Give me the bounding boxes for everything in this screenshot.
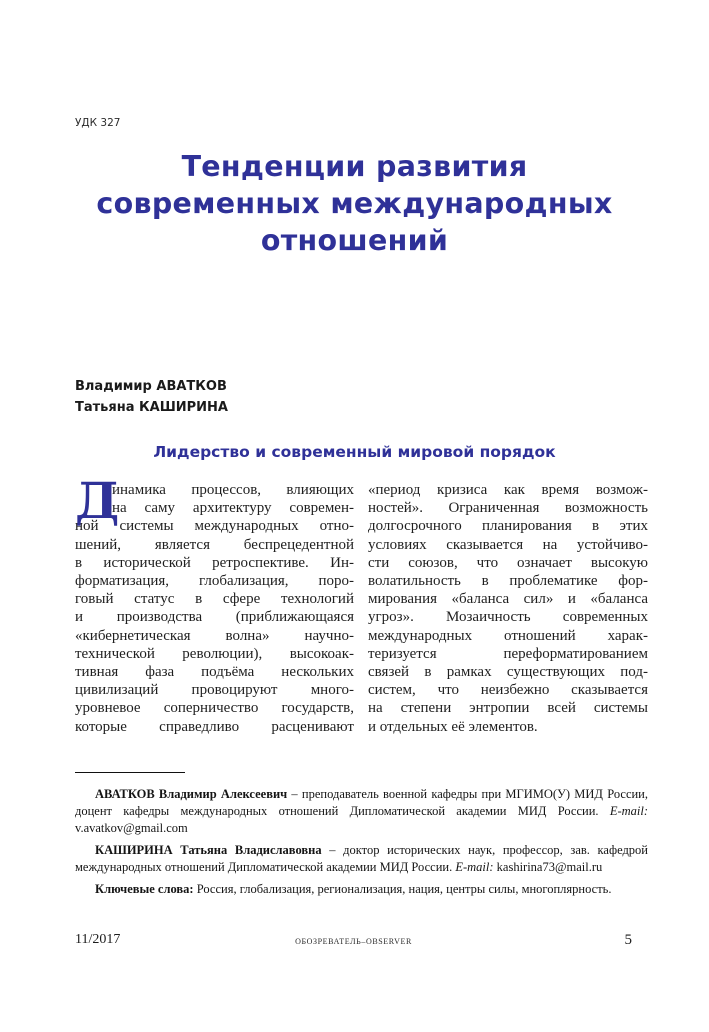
author-name-1: Владимир АВАТКОВ	[75, 379, 227, 394]
body-column-right-lines	[368, 481, 648, 736]
body-text-line: «период кризиса как время возмож-	[368, 482, 648, 498]
body-text-line: тивная фаза подъёма нескольких	[75, 664, 354, 681]
email-value: v.avatkov@gmail.com	[75, 821, 188, 835]
keywords-text: Россия, глобализация, регионализация, нация, центры силы, многоплярность.	[193, 882, 612, 896]
body-text-line: условиях сказывается на устойчиво-	[368, 536, 648, 553]
keywords-note	[75, 881, 648, 898]
body-text-line: волатильность в проблематике фор-	[368, 573, 648, 590]
body-text-line: на степени энтропии всей системы	[368, 700, 648, 717]
body-text-line: систем, что неизбежно сказывается	[368, 682, 648, 699]
udc-code: УДК 327	[75, 117, 121, 129]
body-text-line: в исторической ретроспективе. Ин-	[75, 554, 354, 571]
authors-block	[75, 377, 228, 418]
email-label: E-mail:	[455, 860, 494, 874]
journal-name: ОБОЗРЕВАТЕЛЬ–OBSERVER	[295, 937, 412, 946]
article-title-line-2: современных международных	[96, 187, 613, 220]
footnotes-section	[75, 772, 648, 903]
author-note-text: – доктор исторических наук, профессор, зав. кафедрой международных отношений Дипломатической академии МИД России.	[75, 843, 649, 874]
author-note-name: АВАТКОВ Владимир Алексеевич	[95, 787, 288, 801]
body-text-line: уровневое соперничество государств,	[75, 700, 354, 717]
body-text-line: инамика процессов, влияющих	[112, 482, 354, 498]
body-text-line: цивилизаций провоцируют много-	[75, 682, 354, 699]
body-column-left	[75, 471, 354, 736]
section-heading: Лидерство и современный мировой порядок	[153, 443, 556, 461]
body-text-line: теризуется переформатированием	[368, 645, 648, 662]
body-text-line: технической революции), высокоак-	[75, 645, 354, 662]
body-text-line: форматизация, глобализация, поро-	[75, 573, 354, 590]
body-text-line: шений, является беспрецедентной	[75, 536, 354, 553]
author-note-name: КАШИРИНА Татьяна Владиславовна	[95, 843, 322, 857]
article-title-line-1: Тенденции развития	[181, 150, 528, 183]
body-text-line: угроз». Мозаичность современных	[368, 609, 648, 626]
page-number: 5	[624, 932, 632, 948]
body-text-line: сти союзов, что означает высокую	[368, 554, 648, 571]
body-text-line: говый статус в сфере технологий	[75, 591, 354, 608]
email-label: E-mail:	[609, 804, 648, 818]
article-title	[40, 148, 669, 259]
email-value: kashirina73@mail.ru	[493, 860, 603, 874]
body-column-right	[368, 481, 648, 736]
body-text-line: и отдельных её элементов.	[368, 718, 538, 735]
issue-number: 11/2017	[75, 932, 121, 947]
page-footer	[75, 932, 632, 952]
body-text-line: связей в рамках существующих под-	[368, 664, 648, 681]
author-name-2: Татьяна КАШИРИНА	[75, 399, 228, 415]
keywords-label: Ключевые слова:	[95, 882, 194, 896]
body-text-line: международных отношений харак-	[368, 627, 648, 644]
dropcap-letter: Д	[75, 471, 120, 530]
body-text-line: ной системы международных отно-	[75, 518, 354, 535]
author-note-avatkov	[75, 786, 648, 837]
body-text-line: «кибернетическая волна» научно-	[75, 627, 354, 644]
body-text-line: долгосрочного планирования в этих	[368, 518, 648, 535]
author-note-text: – преподаватель военной кафедры при МГИМО(У) МИД России, доцент кафедры международных отношений Дипломатической академии МИД России.	[75, 787, 648, 818]
article-title-line-3: отношений	[260, 224, 449, 257]
footnote-separator	[75, 772, 185, 773]
body-text-line: и производства (приближающаяся	[75, 609, 354, 626]
body-text-line: которые справедливо расценивают	[75, 718, 354, 735]
author-note-kashirina	[75, 842, 648, 876]
body-text-line: мирования «баланса сил» и «баланса	[368, 591, 648, 608]
body-text-line: на саму архитектуру современ-	[112, 500, 354, 517]
body-text-line: ностей». Ограниченная возможность	[368, 500, 648, 517]
